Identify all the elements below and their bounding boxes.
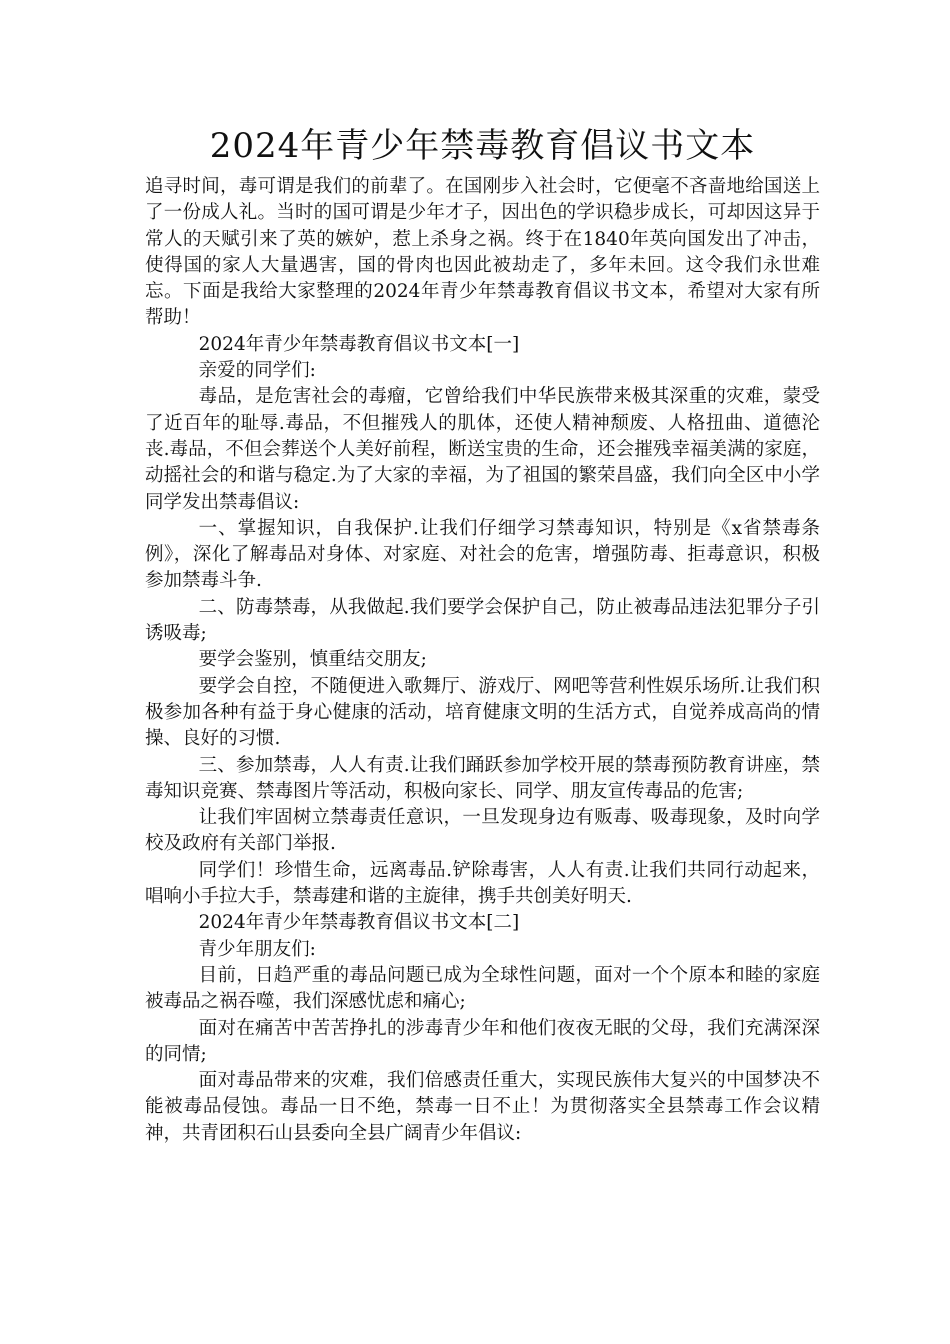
document-body — [145, 174, 820, 1147]
body-paragraph: 面对毒品带来的灾难，我们倍感责任重大，实现民族伟大复兴的中国梦决不能被毒品侵蚀。毒品一日不绝，禁毒一日不止！为贯彻落实全县禁毒工作会议精神，共青团积石山县委向全县广阔青少年倡议: — [145, 1070, 820, 1144]
salutation-1: 亲爱的同学们: — [198, 360, 316, 382]
section-heading-1: 2024年青少年禁毒教育倡议书文本[一] — [198, 333, 520, 355]
body-paragraph: 毒品，是危害社会的毒瘤，它曾给我们中华民族带来极其深重的灾难，蒙受了近百年的耻辱.毒品，不但摧残人的肌体，还使人精神颓废、人格扭曲、道德沦丧.毒品，不但会葬送个人美好前程，断送宝贵的生命，还会摧残幸福美满的家庭，动摇社会的和谐与稳定.为了大家的幸福，为了祖国的繁荣昌盛，我们向全区中小学同学发出禁毒倡议: — [145, 386, 820, 513]
body-paragraph: 要学会鉴别，慎重结交朋友; — [198, 649, 427, 671]
body-paragraph: 一、掌握知识，自我保护.让我们仔细学习禁毒知识，特别是《x省禁毒条例》，深化了解毒品对身体、对家庭、对社会的危害，增强防毒、拒毒意识，积极参加禁毒斗争. — [145, 517, 820, 592]
body-paragraph: 目前，日趋严重的毒品问题已成为全球性问题，面对一个个原本和睦的家庭被毒品之祸吞噬，我们深感忧虑和痛心; — [145, 964, 820, 1013]
salutation-2: 青少年朋友们: — [198, 938, 316, 960]
body-paragraph: 要学会自控，不随便进入歌舞厅、游戏厅、网吧等营利性娱乐场所.让我们积极参加各种有益于身心健康的活动，培育健康文明的生活方式，自觉养成高尚的情操、良好的习惯. — [145, 675, 820, 750]
document-title: 2024年青少年禁毒教育倡议书文本 — [209, 126, 756, 166]
body-paragraph: 让我们牢固树立禁毒责任意识，一旦发现身边有贩毒、吸毒现象，及时向学校及政府有关部门举报. — [145, 807, 820, 855]
body-paragraph: 面对在痛苦中苦苦挣扎的涉毒青少年和他们夜夜无眠的父母，我们充满深深的同情; — [145, 1017, 820, 1065]
body-paragraph: 三、参加禁毒，人人有责.让我们踊跃参加学校开展的禁毒预防教育讲座，禁毒知识竞赛、禁毒图片等活动，积极向家长、同学、朋友宣传毒品的危害; — [145, 754, 820, 802]
body-paragraph: 同学们！珍惜生命，远离毒品.铲除毒害，人人有责.让我们共同行动起来，唱响小手拉大手，禁毒建和谐的主旋律，携手共创美好明天. — [145, 859, 820, 908]
body-paragraph: 二、防毒禁毒，从我做起.我们要学会保护自己，防止被毒品违法犯罪分子引诱吸毒; — [145, 596, 820, 645]
section-heading-2: 2024年青少年禁毒教育倡议书文本[二] — [198, 912, 520, 934]
intro-paragraph: 追寻时间，毒可谓是我们的前辈了。在国刚步入社会时，它便毫不吝啬地给国送上了一份成人礼。当时的国可谓是少年才子，因出色的学识稳步成长，可却因这异于常人的天赋引来了英的嫉妒，惹上杀身之祸。终于在1840年英向国发出了冲击，使得国的家人大量遇害，国的骨肉也因此被劫走了，多年未回。这令我们永世难忘。下面是我给大家整理的2024年青少年禁毒教育倡议书文本，希望对大家有所帮助！ — [145, 176, 820, 329]
